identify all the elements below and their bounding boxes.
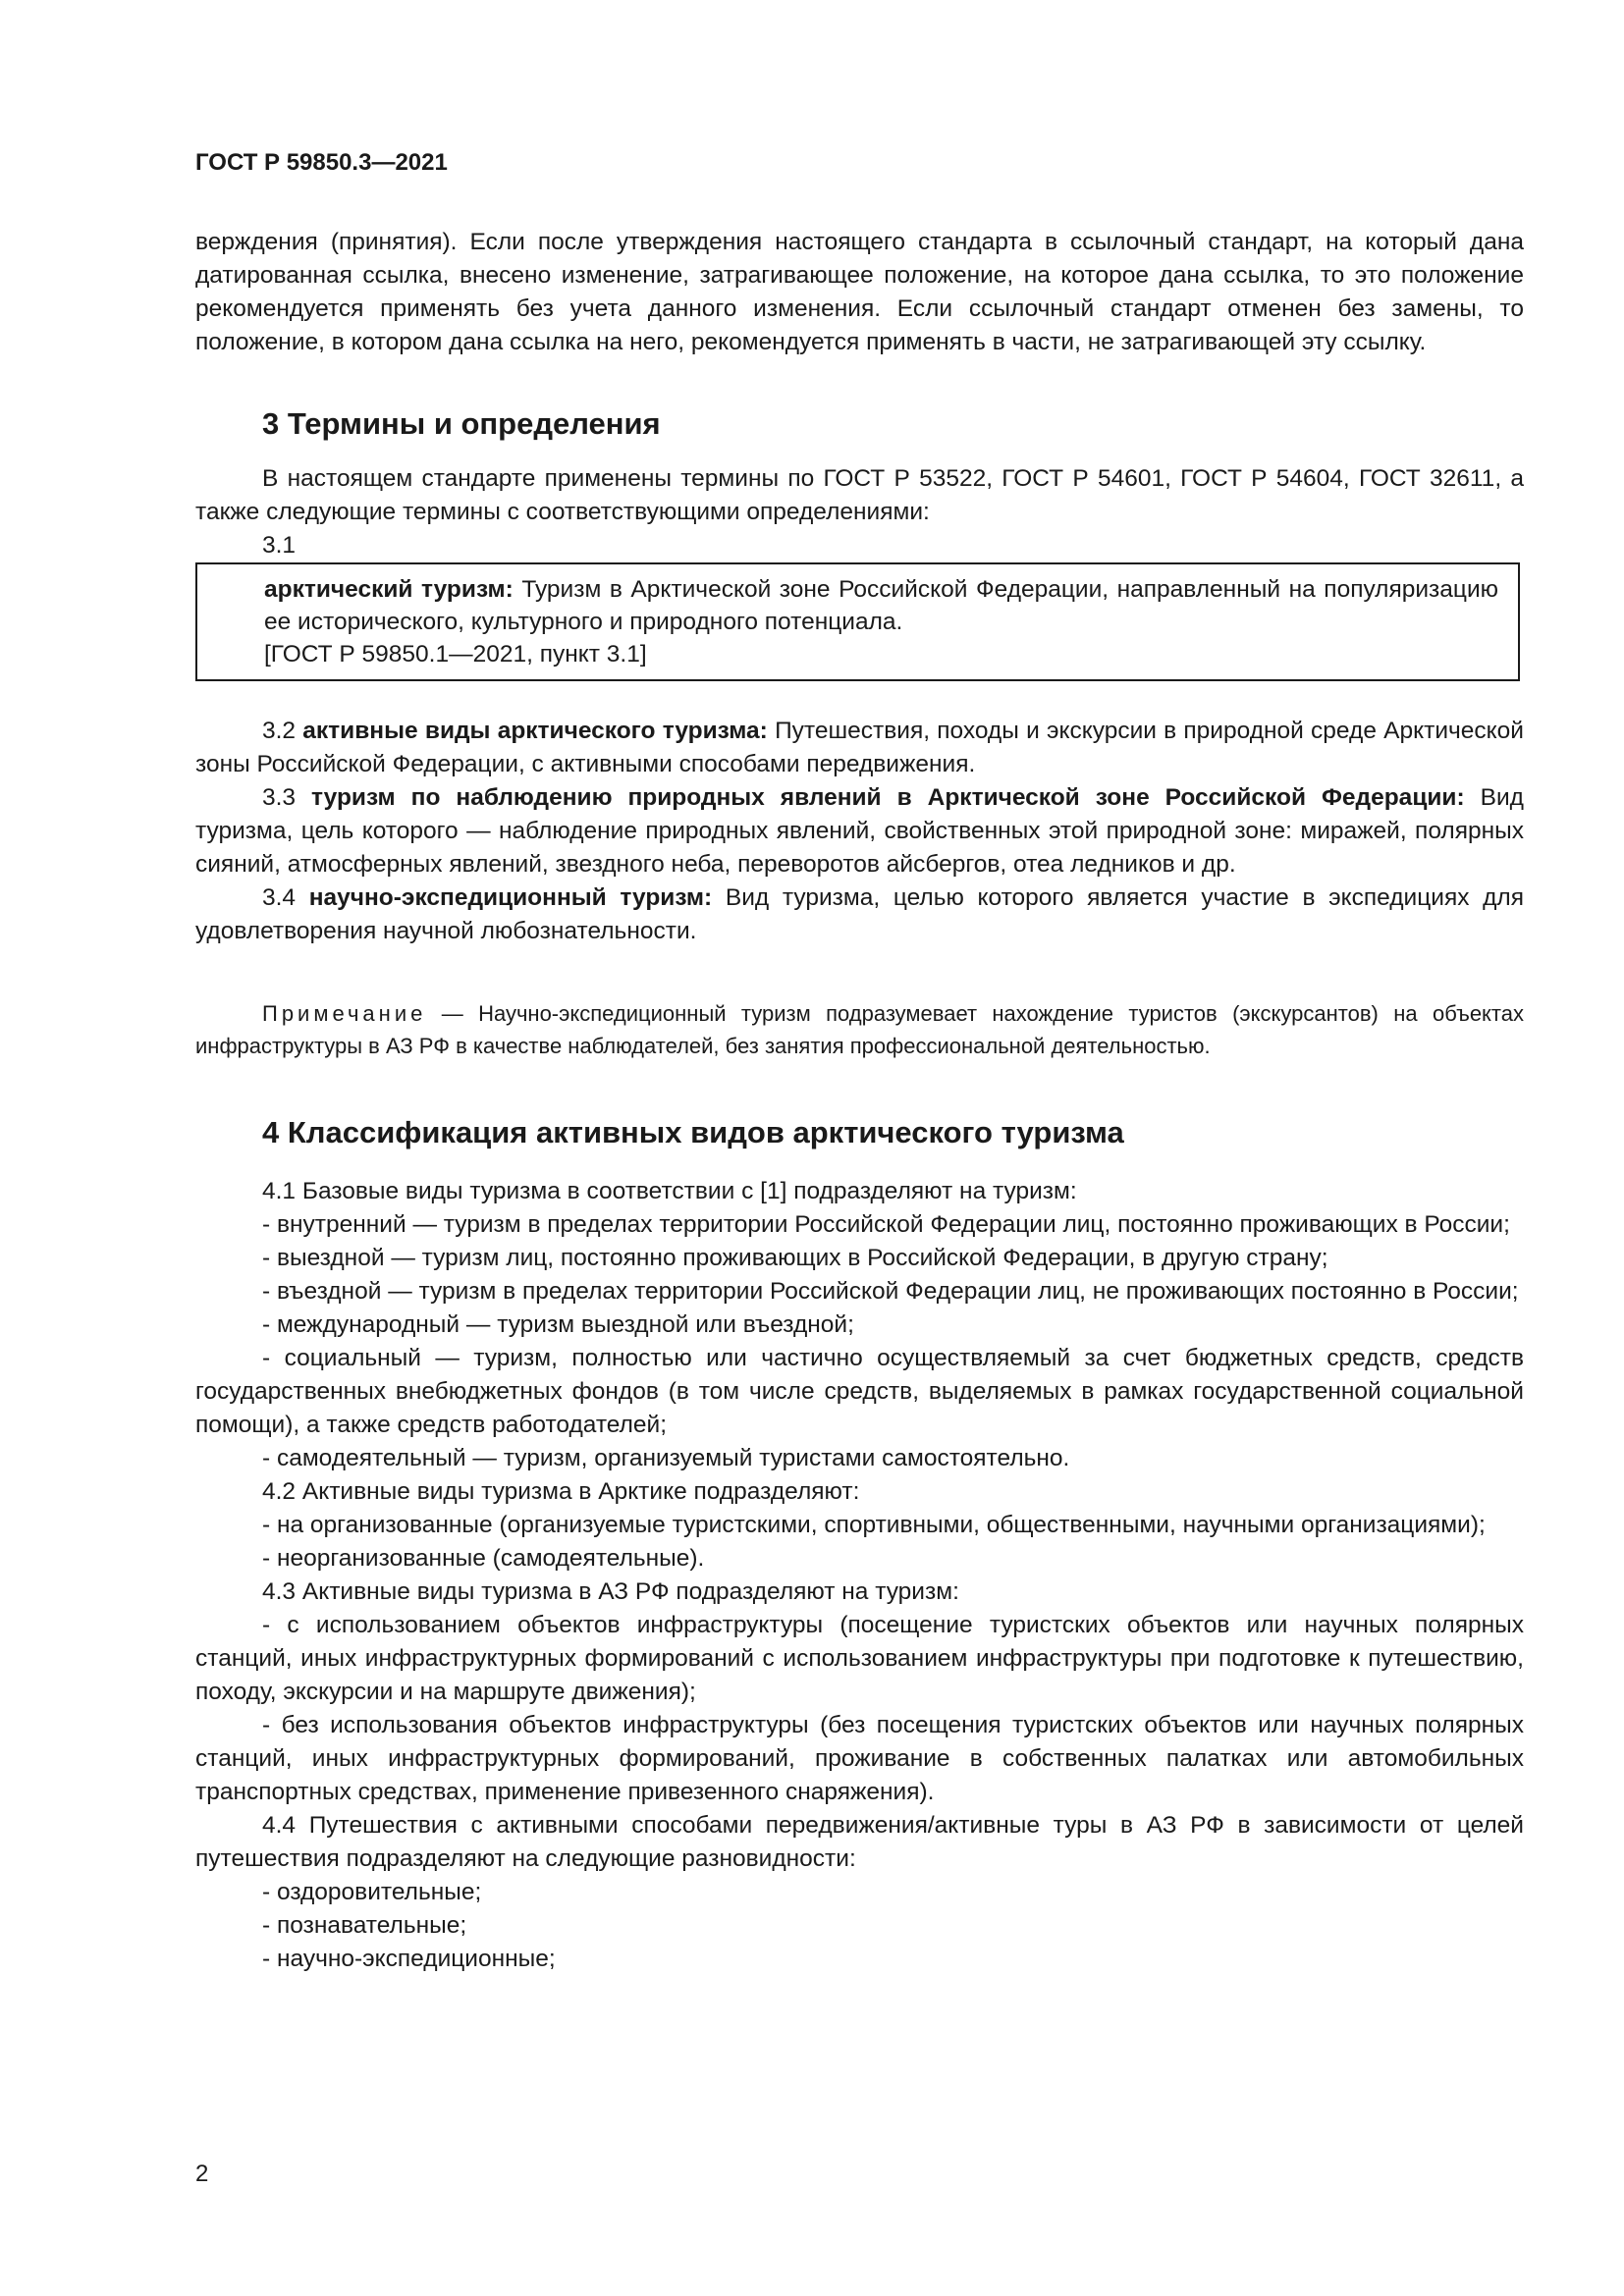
section-4-paragraph: - без использования объектов инфраструктуры (без посещения туристских объектов или научных полярных станций, иных инфраструктурных формирований, проживание в собственных палатках или автомобильных транспортных средствах, применение привезенного снаряжения). — [195, 1712, 1524, 1805]
term-3-1-box — [195, 562, 1520, 681]
section-4-paragraph: - оздоровительные; — [262, 1879, 482, 1905]
note-block — [195, 997, 1524, 1062]
section-4-paragraph: - самодеятельный — туризм, организуемый туристами самостоятельно. — [262, 1445, 1070, 1471]
term-3-1-source: [ГОСТ Р 59850.1—2021, пункт 3.1] — [264, 641, 647, 667]
term-3-2 — [195, 715, 1524, 781]
section-4-paragraph: - научно-экспедиционные; — [262, 1946, 556, 1972]
section-4-paragraph: 4.3 Активные виды туризма в АЗ РФ подразделяют на туризм: — [262, 1578, 959, 1605]
term-3-4-text: Вид туризма, целью которого является участие в экспедициях для удовлетворения научной любознательности. — [195, 884, 1524, 944]
page-number: 2 — [195, 2161, 209, 2187]
term-3-1-text: Туризм в Арктической зоне Российской Федерации, направленный на популяризацию ее исторического, культурного и природного потенциала. — [264, 576, 1498, 635]
section-3-intro-block — [195, 462, 1524, 562]
section-4-paragraph: - выездной — туризм лиц, постоянно проживающих в Российской Федерации, в другую страну; — [262, 1245, 1328, 1271]
section-4-heading-block — [195, 1115, 1524, 1150]
term-3-1-term: арктический туризм: — [264, 576, 514, 603]
section-4-paragraph: - социальный — туризм, полностью или частично осуществляемый за счет бюджетных средств, средств государственных внебюджетных фондов (в том числе средств, выделяемых в рамках государственной социальной помощи), а также средств работодателей; — [195, 1345, 1524, 1438]
section-4-paragraph: 4.2 Активные виды туризма в Арктике подразделяют: — [262, 1478, 860, 1505]
section-4-paragraph: - на организованные (организуемые туристскими, спортивными, общественными, научными организациями); — [262, 1512, 1486, 1538]
note-text: — Научно-экспедиционный туризм подразумевает нахождение туристов (экскурсантов) на объектах инфраструктуры в АЗ РФ в качестве наблюдателей, без занятия профессиональной деятельностью. — [195, 1001, 1524, 1058]
term-3-2-number: 3.2 — [262, 718, 303, 744]
term-3-2-term: активные виды арктического туризма: — [302, 718, 768, 744]
note-label: Примечание — [262, 1001, 427, 1026]
section-4-paragraph: - внутренний — туризм в пределах территории Российской Федерации лиц, постоянно проживающих в России; — [262, 1211, 1510, 1238]
section-4-body — [195, 1175, 1524, 1976]
section-4-paragraph: - международный — туризм выездной или въездной; — [262, 1311, 854, 1338]
section-3-heading-block — [195, 406, 1524, 442]
section-4-paragraph: 4.1 Базовые виды туризма в соответствии с [1] подразделяют на туризм: — [262, 1178, 1077, 1204]
section-4-title: 4 Классификация активных видов арктического туризма — [262, 1115, 1124, 1149]
section-3-intro: В настоящем стандарте применены термины по ГОСТ Р 53522, ГОСТ Р 54601, ГОСТ Р 54604, ГОСТ 32611, а также следующие термины с соответствующими определениями: — [195, 465, 1524, 525]
term-3-4 — [195, 881, 1524, 948]
section-4-paragraph: - неорганизованные (самодеятельные). — [262, 1545, 705, 1572]
section-4-paragraph: - въездной — туризм в пределах территории Российской Федерации лиц, не проживающих постоянно в России; — [262, 1278, 1519, 1305]
term-3-2-text: Путешествия, походы и экскурсии в природной среде Арктической зоны Российской Федерации, с активными способами передвижения. — [195, 718, 1524, 777]
term-3-4-term: научно-экспедиционный туризм: — [308, 884, 713, 911]
document-header: ГОСТ Р 59850.3—2021 — [195, 149, 448, 176]
term-3-1-number: 3.1 — [262, 532, 297, 559]
terms-3-2-to-3-4 — [195, 715, 1524, 948]
term-3-3 — [195, 781, 1524, 881]
section-3-title: 3 Термины и определения — [262, 406, 661, 441]
intro-paragraph: верждения (принятия). Если после утверждения настоящего стандарта в ссылочный стандарт, на который дана датированная ссылка, внесено изменение, затрагивающее положение, на которое дана ссылка, то это положение рекомендуется применять без учета данного изменения. Если ссылочный стандарт отменен без замены, то положение, в котором дана ссылка на него, рекомендуется применять в части, не затрагивающей эту ссылку. — [195, 229, 1524, 355]
section-4-paragraph: - с использованием объектов инфраструктуры (посещение туристских объектов или научных полярных станций, иных инфраструктурных формирований с использованием инфраструктуры при подготовке к путешествию, походу, экскурсии и на маршруте движения); — [195, 1612, 1524, 1705]
term-3-1-definition — [264, 573, 1498, 638]
term-3-3-term: туризм по наблюдению природных явлений в Арктической зоне Российской Федерации: — [311, 784, 1465, 811]
term-3-3-number: 3.3 — [262, 784, 312, 811]
section-4-paragraph: 4.4 Путешествия с активными способами передвижения/активные туры в АЗ РФ в зависимости от целей путешествия подразделяют на следующие разновидности: — [195, 1812, 1524, 1872]
term-3-3-text: Вид туризма, цель которого — наблюдение природных явлений, свойственных этой природной зоне: миражей, полярных сияний, атмосферных явлений, звездного неба, переворотов айсбергов, отеа ледников и др. — [195, 784, 1524, 878]
section-4-paragraph: - познавательные; — [262, 1912, 467, 1939]
intro-block — [195, 226, 1524, 359]
note — [195, 997, 1524, 1062]
term-3-4-number: 3.4 — [262, 884, 309, 911]
